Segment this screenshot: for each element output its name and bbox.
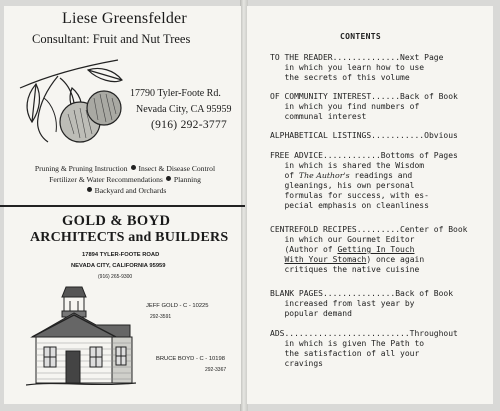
- entry-line: [270, 171, 490, 181]
- greenfelder-role: Consultant: Fruit and Nut Trees: [32, 32, 191, 46]
- contents-entry: [270, 151, 490, 211]
- entry-line: the satisfaction of all your: [270, 349, 420, 358]
- entry-line: increased from last year by: [270, 299, 415, 308]
- goldboyd-partner-jeff-phone: 292-3591: [150, 314, 172, 320]
- entry-line: [270, 255, 490, 265]
- contents-entry: [270, 225, 490, 275]
- entry-line-part: of: [270, 171, 299, 180]
- contents-entry: [270, 53, 490, 83]
- contents-entry: [270, 92, 490, 122]
- goldboyd-partner-jeff: JEFF GOLD - C - 10225: [146, 303, 209, 309]
- entry-line-part: [270, 255, 284, 264]
- entry-line: in which you find numbers of: [270, 102, 420, 111]
- entry-line: popular demand: [270, 309, 352, 318]
- goldboyd-name: GOLD & BOYD: [62, 213, 171, 229]
- contents-page: [247, 6, 493, 404]
- greenfelder-address-line1: 17790 Tyler-Foote Rd.: [130, 88, 221, 99]
- entry-line: in which is given The Path to: [270, 339, 425, 348]
- contents-entry: [270, 131, 490, 141]
- contents-title: CONTENTS: [340, 32, 381, 41]
- underlined-title: With Your Stomach: [284, 255, 367, 264]
- greenfelder-name: Liese Greensfelder: [62, 10, 187, 27]
- goldboyd-partner-bruce-phone: 292-3367: [205, 367, 227, 373]
- italic-phrase: The Author's: [298, 171, 350, 180]
- bullet-icon: [166, 176, 171, 181]
- underlined-title: Getting In Touch: [337, 245, 415, 254]
- entry-line: critiques the native cuisine: [270, 265, 420, 274]
- goldboyd-partner-bruce: BRUCE BOYD - C - 10198: [156, 356, 225, 362]
- ads-page: [4, 6, 241, 404]
- goldboyd-address-line1: 17894 TYLER-FOOTE ROAD: [82, 252, 160, 258]
- goldboyd-address-line2: NEVADA CITY, CALIFORNIA 95959: [71, 263, 166, 269]
- entry-line: gleanings, his own personal: [270, 181, 415, 190]
- contents-entry: [270, 329, 490, 369]
- entry-line: communal interest: [270, 112, 367, 121]
- entry-line: pecial emphasis on cleanliness: [270, 201, 429, 210]
- entry-line: OF COMMUNITY INTEREST......Back of Book: [270, 92, 458, 101]
- goldboyd-subtitle: ARCHITECTS and BUILDERS: [30, 230, 229, 245]
- entry-line: in which our Gourmet Editor: [270, 235, 415, 244]
- bullet-icon: [131, 165, 136, 170]
- entry-line: FREE ADVICE............Bottoms of Pages: [270, 151, 458, 160]
- greenfelder-services: [14, 163, 236, 196]
- entry-line: [270, 245, 490, 255]
- entry-line: ALPHABETICAL LISTINGS...........Obvious: [270, 131, 458, 140]
- entry-line-part: (Author of: [270, 245, 338, 254]
- bullet-icon: [87, 187, 92, 192]
- service-item: Insect & Disease Control: [138, 164, 216, 173]
- greenfelder-address-line2: Nevada City, CA 95959: [136, 104, 232, 115]
- entry-line: in which you learn how to use: [270, 63, 425, 72]
- service-item: Planning: [173, 175, 201, 184]
- entry-line: formulas for success, with es-: [270, 191, 429, 200]
- schoolhouse-icon: [26, 285, 136, 389]
- plum-branch-icon: [18, 58, 126, 150]
- service-item: Fertilizer & Water Recommendations: [49, 175, 163, 184]
- entry-line: cravings: [270, 359, 323, 368]
- entry-line: CENTREFOLD RECIPES.........Center of Book: [270, 225, 468, 234]
- goldboyd-phone: (916) 265-9300: [98, 274, 133, 280]
- entry-line: BLANK PAGES...............Back of Book: [270, 289, 454, 298]
- entry-line: the secrets of this volume: [270, 73, 410, 82]
- entry-line-part: readings and: [349, 171, 413, 180]
- entry-line-part: ) once again: [366, 255, 425, 264]
- entry-line: ADS..........................Throughout: [270, 329, 458, 338]
- entry-line: in which is shared the Wisdom: [270, 161, 425, 170]
- service-item: Backyard and Orchards: [94, 186, 167, 195]
- greenfelder-phone: (916) 292-3777: [151, 119, 228, 131]
- service-item: Pruning & Pruning Instruction: [34, 164, 128, 173]
- entry-line: TO THE READER..............Next Page: [270, 53, 444, 62]
- contents-entry: [270, 289, 490, 319]
- ad-divider: [0, 205, 245, 207]
